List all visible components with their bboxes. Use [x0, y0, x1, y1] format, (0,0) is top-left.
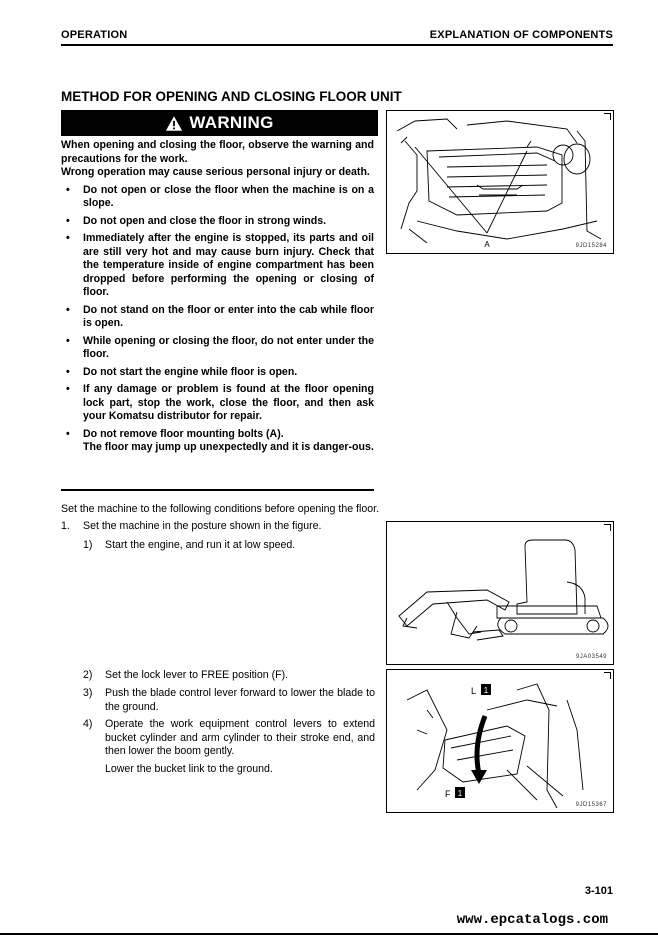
- substep-4-note: Lower the bucket link to the ground.: [105, 763, 273, 775]
- step-text: Set the machine in the posture shown in the figure.: [83, 520, 322, 532]
- step-number: 1.: [61, 520, 70, 532]
- figure-engine-compartment: [386, 110, 614, 254]
- section-title: METHOD FOR OPENING AND CLOSING FLOOR UNIT: [61, 89, 402, 104]
- substep-text: Operate the work equipment control levers to extend bucket cylinder and arm cylinder to their stroke end, and then lower the boom gently.: [105, 718, 375, 757]
- warning-item: • While opening or closing the floor, do not enter under the floor.: [61, 335, 374, 362]
- substep-number: 4): [83, 718, 93, 730]
- label-f: F: [445, 789, 451, 799]
- warning-item-text: The floor may jump up unexpectedly and it is danger-ous.: [83, 441, 374, 453]
- label-a: A: [484, 240, 490, 249]
- warning-label: WARNING: [189, 113, 274, 132]
- header-section: OPERATION: [61, 29, 128, 41]
- excavator-illustration: [387, 522, 613, 664]
- warning-item: [61, 428, 374, 455]
- warning-item: • If any damage or problem is found at the floor opening lock part, stop the work, close the floor, and then ask your Komatsu distributor for repair.: [61, 383, 374, 424]
- conditions-intro: Set the machine to the following conditions before opening the floor.: [61, 503, 380, 515]
- footer-divider: [0, 933, 658, 935]
- warning-banner: [61, 110, 378, 136]
- substep-text: Start the engine, and run it at low speed.: [105, 539, 296, 551]
- warning-end-rule: [61, 489, 374, 491]
- substep-text: Push the blade control lever forward to lower the blade to the ground.: [105, 687, 375, 713]
- lock-lever-illustration: [387, 670, 613, 812]
- figure-code: 9JA03549: [575, 654, 607, 660]
- warning-body: [61, 139, 374, 455]
- figure-lock-lever: [386, 669, 614, 813]
- warning-item: • Do not start the engine while floor is open.: [61, 366, 374, 380]
- figure-code: 9JD15367: [575, 802, 607, 808]
- warning-item: • Do not stand on the floor or enter into the cab while floor is open.: [61, 304, 374, 331]
- warning-list: [61, 184, 374, 455]
- header-chapter: EXPLANATION OF COMPONENTS: [429, 29, 613, 41]
- warning-item: • Immediately after the engine is stopped, its parts and oil are still very hot and may cause burn injury. Check that the temperature inside of engine compartment has been dropped before performing the opening or closing of floor.: [61, 232, 374, 300]
- figure-corner-mark: [604, 113, 611, 120]
- warning-intro-1: When opening and closing the floor, observe the warning and precautions for the work.: [61, 139, 374, 165]
- figure-machine-posture: [386, 521, 614, 665]
- warning-item: • Do not open or close the floor when the machine is on a slope.: [61, 184, 374, 211]
- site-watermark: www.epcatalogs.com: [456, 912, 608, 928]
- substep-number: 2): [83, 669, 93, 681]
- substep-text: Set the lock lever to FREE position (F).: [105, 669, 289, 681]
- header-divider: [61, 44, 613, 46]
- figure-corner-mark: [604, 524, 611, 531]
- figure-code: 9JD15284: [575, 243, 607, 249]
- substep-number: 3): [83, 687, 93, 699]
- figure-corner-mark: [604, 672, 611, 679]
- page-number: 3-101: [584, 885, 613, 897]
- warning-item: • Do not open and close the floor in strong winds.: [61, 215, 374, 229]
- engine-compartment-illustration: [387, 111, 613, 253]
- label-l: L: [471, 686, 477, 696]
- substep-number: 1): [83, 539, 93, 551]
- warning-item-text: Do not remove floor mounting bolts (A).: [83, 427, 284, 440]
- warning-intro-2: Wrong operation may cause serious personal injury or death.: [61, 166, 370, 178]
- badge-l: 1: [483, 686, 489, 695]
- badge-f: 1: [457, 789, 463, 798]
- warning-triangle-icon: [165, 115, 183, 132]
